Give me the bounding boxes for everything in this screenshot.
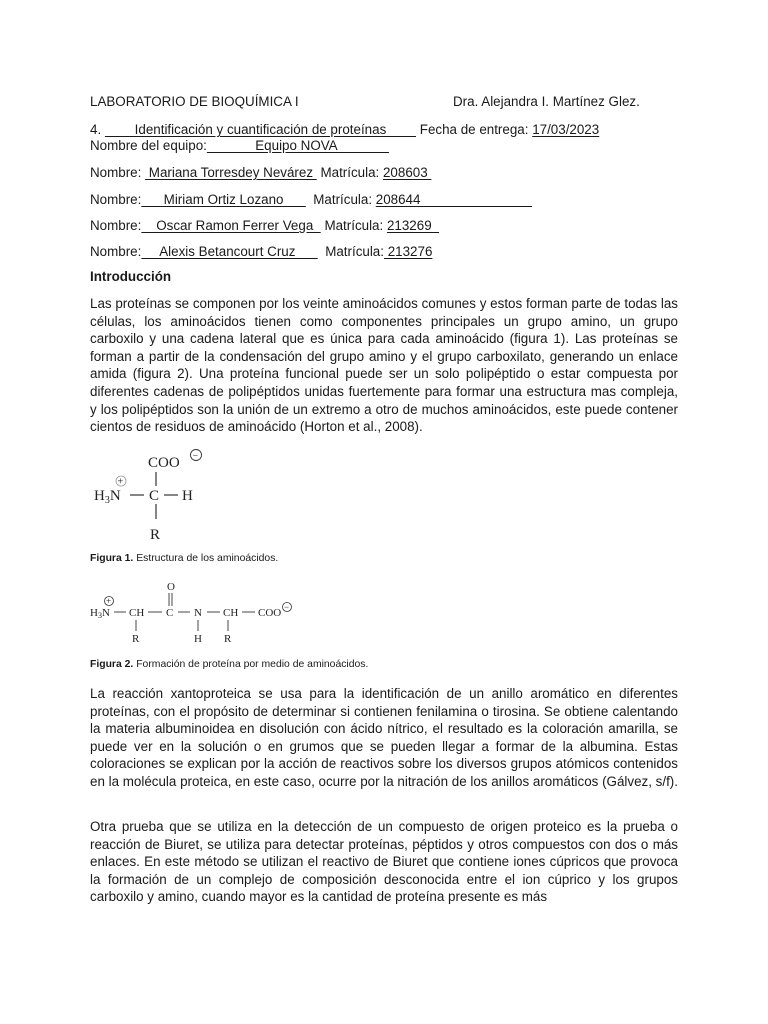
oxygen-label: O: [167, 581, 175, 593]
alpha-carbon: C: [149, 488, 160, 504]
member-name: Mariana Torresdey Nevárez: [145, 165, 317, 180]
member-row: [90, 217, 439, 234]
matricula-value: 213269: [386, 218, 440, 233]
figure-1-amino-acid-structure: [92, 446, 232, 556]
member-row: [90, 191, 532, 208]
member-row: [90, 164, 431, 181]
matricula-value: 208603: [382, 165, 432, 180]
member-name: Oscar Ramon Ferrer Vega: [141, 218, 321, 233]
intro-paragraph-1: Las proteínas se componen por los veinte aminoácidos comunes y estos forman parte de todas las células, los aminoácidos tienen como componentes principales un grupo amino, un grupo carboxilo y una cadena lateral que es única para cada aminoácido (figura 1). Las proteínas se forman a partir de la condensación del grupo amino y el grupo carboxilato, generando un enlace amida (figura 2). Una proteína funcional puede ser un solo polipéptido o estar compuesta por diferentes cadenas de polipéptidos unidas fuertemente para formar una estructura mas compleja, y los polipéptidos son la unión de un extremo a otro de muchos aminoácidos, este puede contener cientos de residuos de aminoácido (Horton et al., 2008).: [90, 296, 678, 435]
figure-1-caption: Figura 1. Estructura de los aminoácidos.: [90, 553, 279, 564]
member-label: Nombre:: [90, 165, 146, 180]
member-label: Nombre:: [90, 218, 142, 233]
negative-charge: −: [192, 450, 199, 462]
positive-charge: +: [106, 596, 112, 606]
member-label: Nombre:: [90, 244, 142, 259]
member-row: [90, 243, 432, 260]
carboxylate-label: COO: [148, 455, 180, 471]
matricula-label: Matrícula:: [317, 244, 384, 259]
practice-number: 4.: [90, 122, 102, 137]
member-label: Nombre:: [90, 192, 142, 207]
negative-charge: −: [284, 602, 290, 612]
hydrogen-label: H: [182, 488, 193, 504]
matricula-value: 213276: [383, 244, 433, 259]
practice-line: [90, 121, 599, 138]
carbonyl-carbon: C: [166, 607, 174, 619]
figure-2-caption: Figura 2. Formación de proteína por medio de aminoácidos.: [90, 659, 369, 670]
carboxylate-label: COO: [258, 607, 282, 619]
matricula-label: Matrícula:: [305, 192, 376, 207]
matricula-value: 208644: [375, 192, 533, 207]
instructor-name: Dra. Alejandra I. Martínez Glez.: [453, 94, 640, 109]
alpha-carbon-2: CH: [223, 607, 239, 619]
side-chain-1: R: [132, 633, 140, 645]
due-date: 17/03/2023: [532, 122, 600, 137]
member-name: Miriam Ortiz Lozano: [141, 192, 306, 207]
team-line: [90, 137, 389, 154]
matricula-label: Matrícula:: [316, 165, 383, 180]
amide-nitrogen: N: [194, 607, 202, 619]
practice-title: Identificación y cuantificación de proteínas: [104, 122, 417, 137]
matricula-label: Matrícula:: [320, 218, 387, 233]
team-label: Nombre del equipo:: [90, 138, 207, 153]
positive-charge: +: [117, 476, 124, 488]
intro-heading: Introducción: [90, 269, 172, 284]
figure-2-peptide-structure: [90, 578, 310, 648]
member-name: Alexis Betancourt Cruz: [141, 244, 318, 259]
side-chain-label: R: [150, 527, 161, 543]
intro-paragraph-3: Otra prueba que se utiliza en la detección de un compuesto de origen proteico es la prueba o reacción de Biuret, se utiliza para detectar proteínas, péptidos y otros compuestos con dos o más enlaces. En este método se utilizan el reactivo de Biuret que contiene iones cúpricos que provoca la formación de un complejo de composición desconocida entre el ion cúprico y los grupos carboxilo y amino, cuando mayor es la cantidad de proteína presente es más: [90, 819, 678, 905]
intro-paragraph-2: La reacción xantoproteica se usa para la identificación de un anillo aromático en diferentes proteínas, con el propósito de determinar si contienen fenilamina o tirosina. Se obtiene calentando la materia albuminoidea en disolución con ácido nítrico, el resultado es la coloración amarilla, se puede ver en la solución o en grumos que se pueden llegar a formar de la albumina. Estas coloraciones se explican por la acción de reactivos sobre los diversos grupos atómicos contenidos en la molécula proteica, en este caso, ocurre por la nitración de los anillos aromáticos (Gálvez, s/f).: [90, 686, 678, 789]
side-chain-2: R: [224, 633, 232, 645]
amide-hydrogen: H: [194, 633, 202, 645]
lab-title: LABORATORIO DE BIOQUÍMICA I: [90, 94, 299, 109]
ammonium-label: $H_3N$: [94, 488, 121, 506]
due-label: Fecha de entrega:: [419, 122, 533, 137]
alpha-carbon-1: CH: [129, 607, 145, 619]
team-name: Equipo NOVA: [206, 138, 389, 153]
ammonium-label: H3N: [90, 607, 110, 620]
